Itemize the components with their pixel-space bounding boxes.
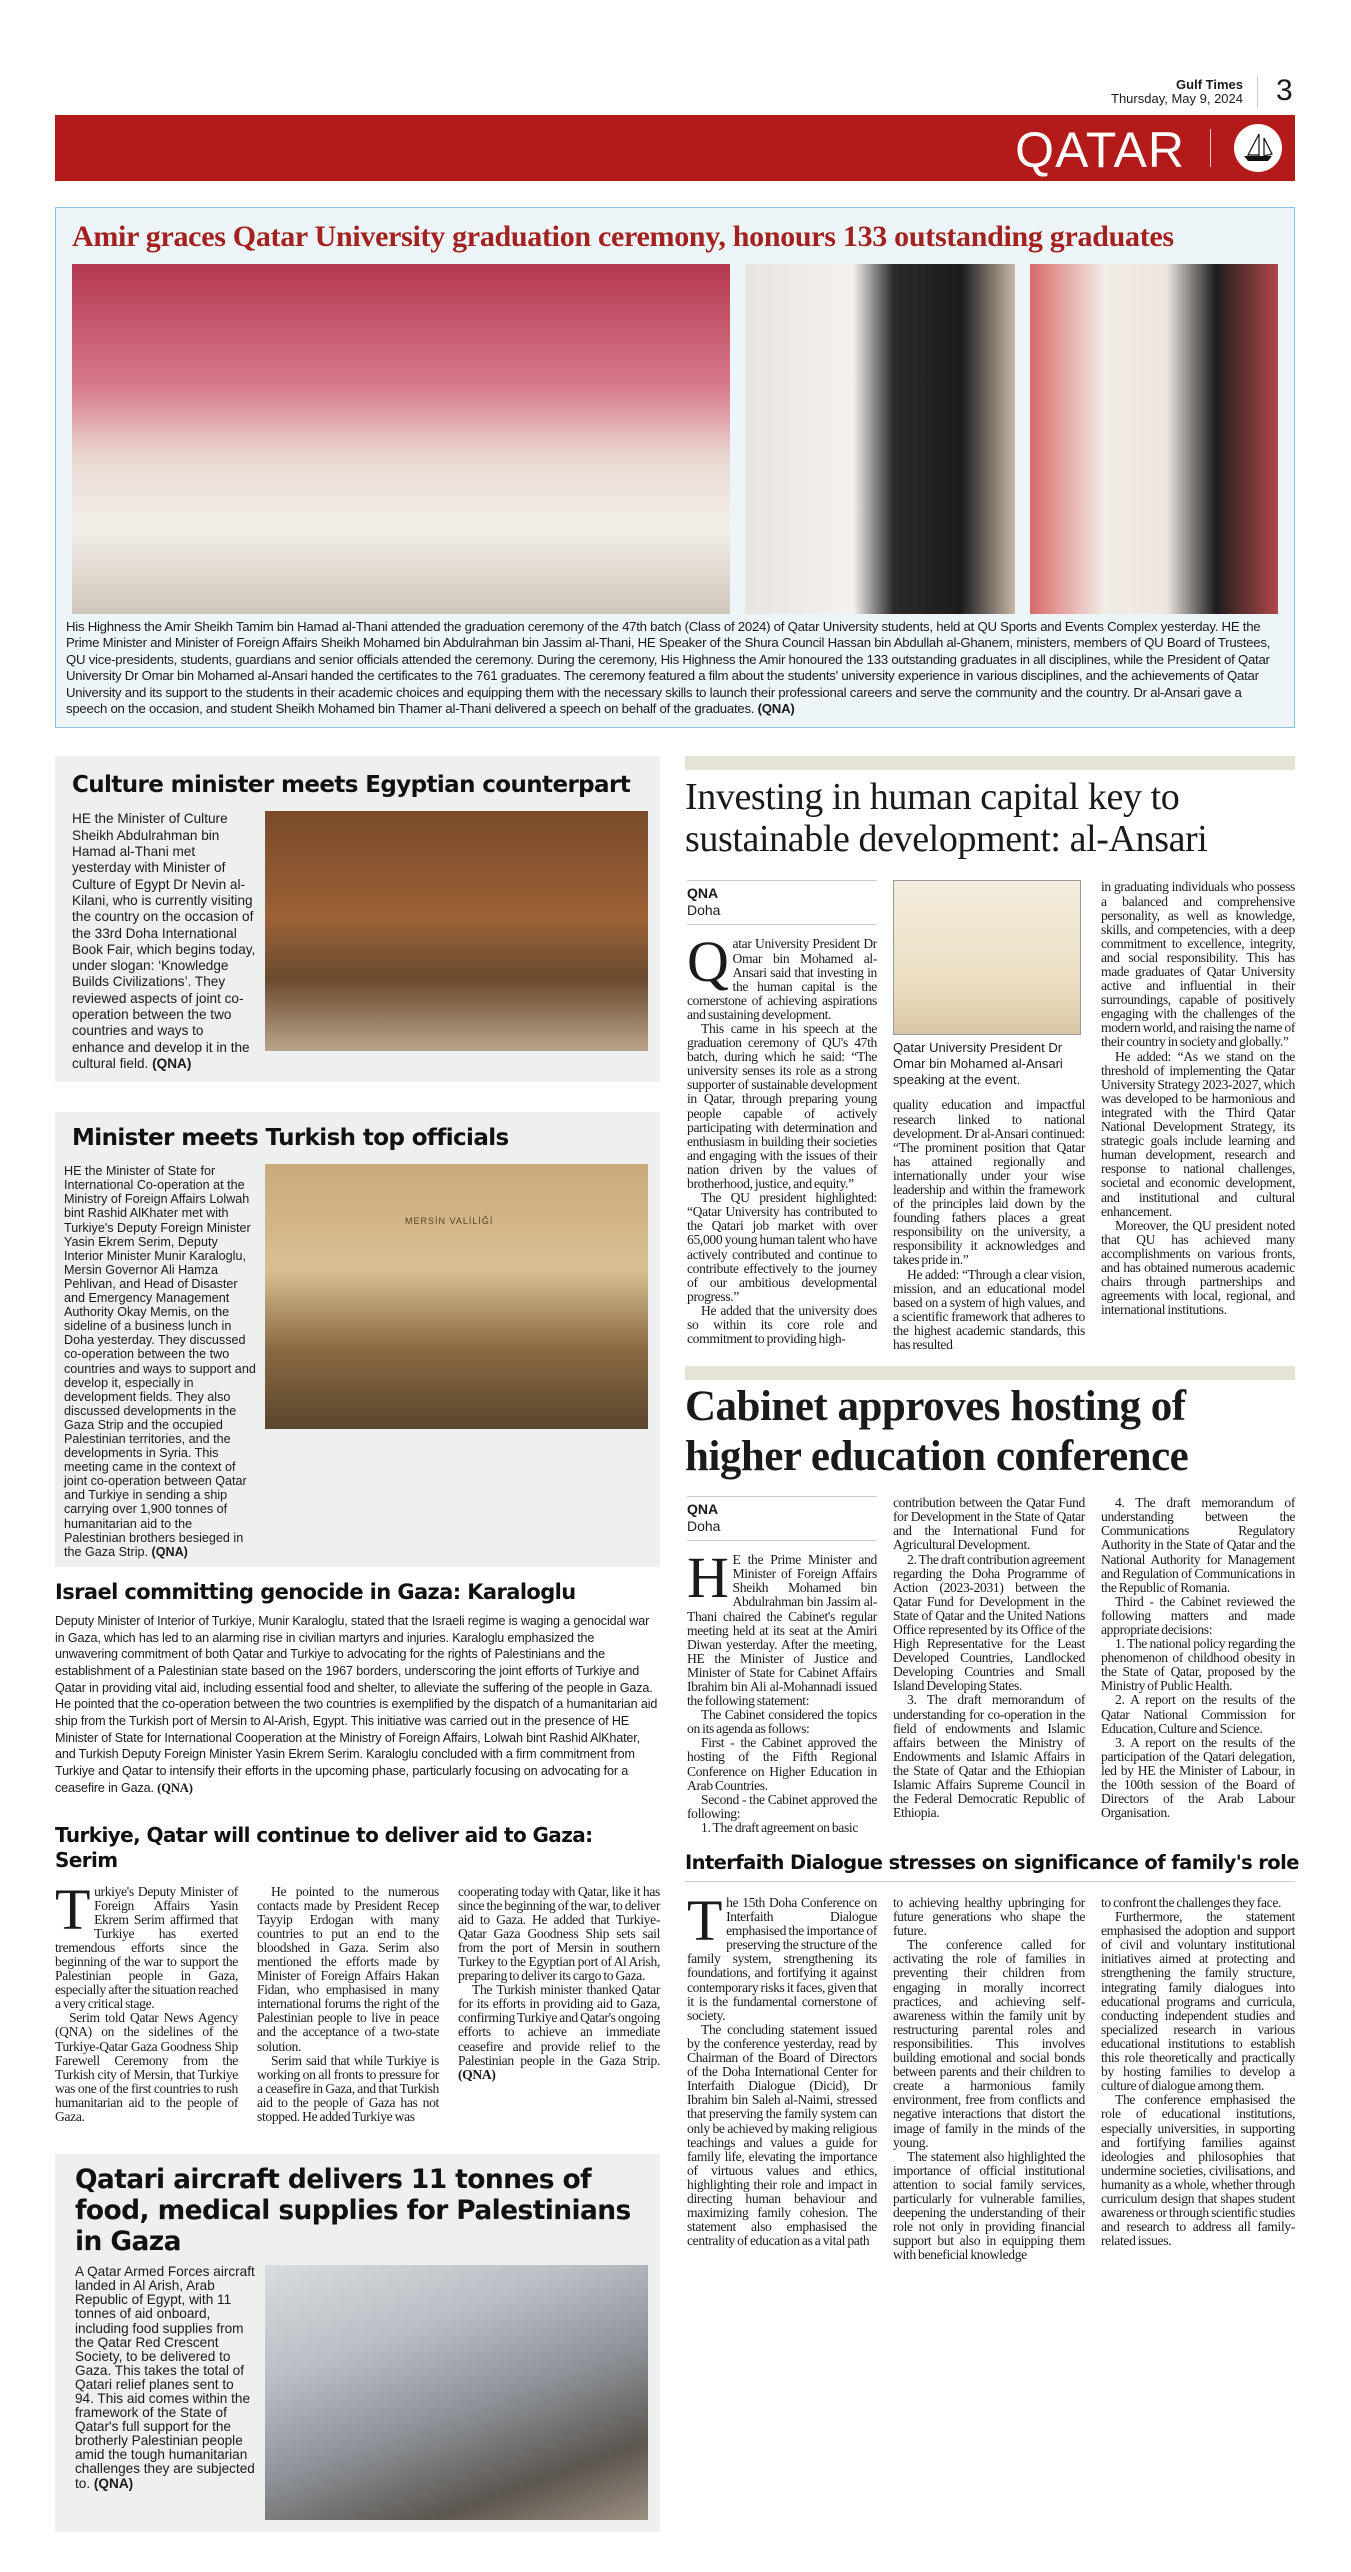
israel-headline: Israel committing genocide in Gaza: Karaloglu — [55, 1579, 576, 1604]
turkish-officials-story — [55, 1112, 660, 1567]
paper-name: Gulf Times — [1176, 77, 1243, 92]
interfaith-column-1 — [687, 1888, 877, 2249]
paragraph: The conference called for activating the role of families in preventing their children from engaging in morally incorrect practices, and achieving self-awareness within the family unit by restructuring parental roles and responsibilities. This involves building emotional and social bonds between parents and their children to create a harmonious family environment, free from conflicts and negative interactions that distort the image of family in the minds of the young. — [893, 1937, 1085, 2150]
paragraph: in graduating individuals who possess a balanced and comprehensive personality, as well as knowledge, skills, and competencies, with a deep commitment to excellence, integrity, and social responsibility. This has made graduates of Qatar University active and influential in their surroundings, capable of positively engaging with the challenges of the modern world, and raising the name of their country in society and globally.” — [1101, 879, 1295, 1050]
paragraph: Furthermore, the statement emphasised the adoption and support of civil and voluntary institutional initiatives aimed at protecting and strengthening the family structure, integrating family dialogues into educational programs and curricula, conducting independent studies and specialized research in various educational institutions to establish this role theoretically and practically by hosting families to develop a culture of dialogue among them. — [1101, 1909, 1295, 2094]
paragraph: The statement also highlighted the importance of official institutional attention to social family services, particularly for vulnerable families, deepening the understanding of their role not only in providing financial support but also in equipping them with beneficial knowledge — [893, 2148, 1085, 2263]
paragraph: 1. The national policy regarding the phenomenon of childhood obesity in the State of Qatar, proposed by the Ministry of Public Health. — [1101, 1636, 1295, 1694]
paragraph: The 15th Doha Conference on Interfaith Dialogue emphasised the importance of preserving the structure of the family system, strengthening its foundations, and fortifying it against contemporary risks it faces, given that it is the fundamental cornerstone of society. — [687, 1888, 877, 2023]
paragraph: 2. The draft contribution agreement regarding the Doha Programme of Action (2023-2031) between the Qatar Fund for Development in the State of Qatar and the United Nations Office represented by its Office of the High Representative for the Least Developed Countries, Landlocked Developing Countries and Small Island Developing States. — [893, 1551, 1085, 1694]
body-text: Deputy Minister of Interior of Turkiye, Munir Karaloglu, stated that the Israeli regime is waging a genocidal war in Gaza, which has led to an alarming rise in civilian martyrs and injuries. Karaloglu emphasized the unwavering commitment of both Qatar and Turkiye to advocating for the rights of Palestinians and the establishment of a Palestinian state based on the 1967 borders, underscoring the joint efforts of Turkiye and Qatar in providing vital aid, including essential food and shelter, to alleviate the suffering of the people in Gaza. He pointed that the co-operation between the two countries is exemplified by the dispatch of a humanitarian aid ship from the Turkish port of Mersin to Al-Arish, Egypt. This initiative was carried out in the presence of HE Minister of State for International Cooperation at the Ministry of Foreign Affairs, Lolwah bint Rashid AlKhater, and Turkish Deputy Foreign Minister Yasin Ekrem Serim. Karaloglu concluded with a firm commitment from Turkiye and Qatar to intensify their efforts in the upcoming phase, particularly focusing on advocating for a ceasefire in Gaza. — [55, 1613, 658, 1795]
left-column — [55, 756, 660, 2532]
paragraph: He added: “Through a clear vision, mission, and an educational model based on a system of high values, and a scientific framework that adheres to the highest academic standards, this has resulted — [893, 1266, 1085, 1353]
ansari-photo-caption: Qatar University President Dr Omar bin Mohamed al-Ansari speaking at the event. — [893, 1040, 1063, 1088]
section-rule — [685, 1366, 1295, 1380]
paragraph: The Cabinet considered the topics on its agenda as follows: — [687, 1707, 877, 1737]
caption-text: His Highness the Amir Sheikh Tamim bin Hamad al-Thani attended the graduation ceremony of the 47th batch (Class of 2024) of Qatar University students, held at QU Sports and Events Complex yesterday. HE the Prime Minister and Minister of Foreign Affairs Sheikh Mohamed bin Abdulrahman bin Jassim al-Thani, HE Speaker of the Shura Council Hassan bin Abdullah al-Ghanem, ministers, members of QU Board of Trustees, QU vice-presidents, students, guardians and senior officials attended the ceremony. During the ceremony, His Highness the Amir honoured the 133 outstanding graduates in all disciplines, while the President of Qatar University Dr Omar bin Mohamed al-Ansari handed the certificates to the 761 graduates. The ceremony featured a film about the students' university experience in various disciplines, and the achievements of Qatar University and its support to the students in their academic choices and equipping them with the necessary skills to launch their professional careers and serve the community and the country. Dr al-Ansari gave a speech on the occasion, and student Sheikh Mohamed bin Thamer al-Thani delivered a speech on behalf of the graduates. — [66, 619, 1271, 717]
paragraph: The conference emphasised the role of educational institutions, especially universities, in supporting and fortifying families against ideologies and philosophies that undermine societies, civilisations, and humanity as a whole, whether through curriculum design that shapes student awareness or through scientific studies and research to address all family-related issues. — [1101, 2092, 1295, 2249]
paragraph: 3. A report on the results of the participation of the Qatari delegation, led by HE the Minister of Labour, in the 100th session of the Board of Directors of the Arab Labour Organisation. — [1101, 1734, 1295, 1821]
paragraph: Third - the Cabinet reviewed the following matters and made appropriate decisions: — [1101, 1593, 1295, 1637]
body-text: HE the Minister of State for International Co-operation at the Ministry of Foreign Affairs Lolwah bint Rashid AlKhater met with Turkiye's Deputy Foreign Minister Yasin Ekrem Serim, Deputy Interior Minister Munir Karaloglu, Mersin Governor Ali Hamza Pehlivan, and Head of Disaster and Emergency Management Authority Okay Memis, on the sideline of a business lunch in Doha yesterday. They discussed co-operation between the two countries and ways to support and develop it, especially in development fields. They also discussed developments in the Gaza Strip and the occupied Palestinian territories, and the developments in Syria. This meeting came in the context of joint co-operation between Qatar and Turkiye in sending a ship carrying over 1,900 tonnes of humanitarian aid to the Palestinian brothers besieged in the Gaza Strip. — [64, 1164, 256, 1559]
serim-column-2 — [257, 1885, 439, 2125]
turkish-headline: Minister meets Turkish top officials — [72, 1125, 509, 1152]
source-credit: (QNA) — [757, 701, 795, 717]
serim-column-3 — [458, 1885, 660, 2082]
paragraph: The concluding statement issued by the conference yesterday, read by Chairman of the Board of Directors of the Doha International Center for Interfaith Dialogue (Dicid), Dr Ibrahim bin Saleh al-Naimi, stressed that preserving the family system can only be achieved by making religious teachings and values a guide for family life, elevating the importance of virtuous values and ethics, highlighting their role and impact in directing human behaviour and maximizing family cohesion. The statement also emphasised the centrality of education as a vital path — [687, 2021, 877, 2249]
paragraph: He added that the university does so within its core role and commitment to providing high- — [687, 1302, 877, 1347]
masthead — [0, 0, 1351, 207]
paragraph: First - the Cabinet approved the hosting of the Fifth Regional Conference on Higher Education in Arab Countries. — [687, 1735, 877, 1793]
culture-text — [72, 811, 257, 1072]
source-credit: (QNA) — [93, 2475, 134, 2491]
culture-meeting-photo — [265, 811, 648, 1051]
ansari-byline — [687, 880, 877, 925]
byline-agency: QNA — [687, 1501, 719, 1518]
cabinet-column-1 — [687, 1496, 877, 1835]
paragraph: Serim said that while Turkiye is working on all fronts to pressure for a ceasefire in Gaza, and that Turkish aid to the people of Gaza has not stopped. He added Turkiye was — [257, 2052, 439, 2125]
photo-sign: MERSİN VALİLİĞİ — [405, 1216, 494, 1227]
body-text: A Qatar Armed Forces aircraft landed in Al Arish, Arab Republic of Egypt, with 11 tonnes of aid onboard, including food supplies from the Qatar Red Crescent Society, to be delivered to Gaza. This takes the total of Qatari relief planes sent to 94. This aid comes within the framework of the State of Qatar's full support for the brotherly Palestinian people amid the tough humanitarian challenges they are subjected to. — [75, 2264, 255, 2491]
page-columns — [55, 756, 1299, 2572]
serim-headline: Turkiye, Qatar will continue to deliver aid to Gaza: Serim — [55, 1822, 593, 1872]
source-credit: (QNA) — [151, 1544, 188, 1559]
byline-agency: QNA — [687, 885, 719, 902]
divider — [1210, 129, 1211, 167]
dateline — [1111, 78, 1243, 106]
paragraph: Moreover, the QU president noted that QU has achieved many accomplishments on various fronts, and has obtained numerous academic chairs through partnerships and agreements with local, regional, and international institutions. — [1101, 1217, 1295, 1318]
paragraph: 4. The draft memorandum of understanding between the Communications Regulatory Authority in the State of Qatar and the National Authority for Management and Regulation of Communications in the Republic of Romania. — [1101, 1495, 1295, 1595]
page-number: 3 — [1276, 74, 1293, 107]
paragraph: cooperating today with Qatar, like it has since the beginning of the war, to deliver aid to Gaza. He added that Turkiye-Qatar Gaza Goodness Ship sets sail from the port of Mersin in southern Turkey to the Egyptian port of Al Arish, preparing to deliver its cargo to Gaza. — [458, 1883, 660, 1984]
israel-text — [55, 1613, 660, 1797]
paragraph: Qatar University President Dr Omar bin Mohamed al-Ansari said that investing in the human capital is the cornerstone of achieving aspirations and sustaining development. — [687, 929, 877, 1022]
cabinet-column-3 — [1101, 1496, 1295, 1820]
amir-handshake-photo — [1030, 264, 1278, 614]
paragraph: quality education and impactful research linked to national development. Dr al-Ansari continued: “The prominent position that Qatar has attained regionally and internationally under your wise leadership and within the framework of the principles laid down by the founding fathers places a great responsibility on the university, a responsibility it acknowledges and takes pride in.” — [893, 1097, 1085, 1268]
paragraph: 3. The draft memorandum of understanding for co-operation in the field of endowments and Islamic affairs between the Ministry of Endowments and Islamic Affairs in the State of Qatar and the Ethiopian Islamic Affairs Supreme Council in the Federal Democratic Republic of Ethiopia. — [893, 1692, 1085, 1821]
culture-story — [55, 756, 660, 1082]
paragraph: 1. The draft agreement on basic — [701, 1819, 859, 1835]
turkish-meeting-photo — [265, 1164, 648, 1429]
paragraph: This came in his speech at the graduation ceremony of QU's 47th batch, during which he said: “The university senses its role as a strong supporter of sustainable development in Qatar, through preparing young people capable of actively participating with determination and enthusiasm in building their societies and engaging with the issues of their nation driven by the values of brotherhood, justice, and equity.” — [687, 1021, 877, 1192]
ansari-headline: Investing in human capital key to sustainable development: al-Ansari — [685, 776, 1208, 861]
lead-headline: Amir graces Qatar University graduation ceremony, honours 133 outstanding graduates — [72, 220, 1174, 253]
aircraft-photo — [265, 2265, 648, 2520]
cabinet-byline — [687, 1496, 877, 1541]
paragraph: He pointed to the numerous contacts made by President Recep Tayyip Erdogan with many countries to put an end to the bloodshed in Gaza. Serim also mentioned the efforts made by Minister of Foreign Affairs Hakan Fidan, who emphasised in many international forums the right of the Palestinian people to live in peace and the acceptance of a two-state solution. — [257, 1883, 439, 2054]
ansari-column-1 — [687, 880, 877, 1346]
paragraph: Second - the Cabinet approved the following: — [687, 1791, 877, 1821]
section-rule — [685, 756, 1295, 770]
cabinet-column-2 — [893, 1496, 1085, 1820]
byline-place: Doha — [687, 902, 721, 919]
paragraph: The QU president highlighted: “Qatar University has contributed to the Qatari job market with over 65,000 young human talent who have actively contributed and continue to contribute effectively to the journey of our ambitious developmental progress.” — [687, 1190, 877, 1304]
paragraph: HE the Prime Minister and Minister of Foreign Affairs Sheikh Mohamed bin Abdulrahman bin Jassim al-Thani chaired the Cabinet's regular meeting held at its seat at the Amiri Diwan yesterday. After the meeting, HE the Minister of Justice and Minister of State for Cabinet Affairs Ibrahim bin Ali al-Mohannadi issued the following statement: — [687, 1545, 877, 1709]
graduation-crowd-photo — [72, 264, 730, 614]
ansari-column-3 — [1101, 880, 1295, 1317]
interfaith-column-3 — [1101, 1896, 1295, 2248]
source-credit: (QNA) — [458, 2066, 496, 2082]
interfaith-column-2 — [893, 1896, 1085, 2262]
body-text: HE the Minister of Culture Sheikh Abdulrahman bin Hamad al-Thani met yesterday with Minister of Culture of Egypt Dr Nevin al-Kilani, who is currently visiting the country on the occasion of the 33rd Doha International Book Fair, which begins today, under slogan: ‘Knowledge Builds Civilizations’. They reviewed aspects of joint co-operation between the two countries and ways to enhance and develop it in the cultural field. — [72, 811, 256, 1071]
interfaith-headline: Interfaith Dialogue stresses on significance of family's role — [685, 1851, 1299, 1874]
turkish-text — [64, 1164, 257, 1559]
paragraph: Turkiye's Deputy Minister of Foreign Affairs Yasin Ekrem Serim affirmed that Turkiye has exerted tremendous efforts since the beginning of the war to support the Palestinian people in Gaza, especially after the situation reached a very critical stage. — [55, 1876, 238, 2012]
source-credit: (QNA) — [157, 1780, 193, 1795]
paragraph: He added: “As we stand on the threshold of implementing the Qatar University Strategy 2023-2027, which was developed to be harmonious and integrated with the Third Qatar National Development Strategy, its strategic goals include learning and human development, research and response to national challenges, societal and economic development, and institutional and cultural enhancement. — [1101, 1048, 1295, 1219]
section-title: QATAR — [1015, 122, 1185, 178]
divider — [1257, 76, 1258, 108]
paragraph: contribution between the Qatar Fund for Development in the State of Qatar and the International Fund for Agricultural Development. — [893, 1495, 1085, 1553]
paragraph: to achieving healthy upbringing for future generations who shape the future. — [893, 1895, 1085, 1939]
dhow-boat-icon — [1234, 124, 1282, 172]
divider — [685, 1881, 1295, 1882]
right-column — [685, 756, 1299, 2532]
ansari-column-2 — [893, 880, 1085, 1352]
lead-caption — [66, 619, 1281, 717]
aircraft-text — [75, 2265, 255, 2491]
cabinet-headline: Cabinet approves hosting of higher education conference — [685, 1383, 1189, 1481]
paragraph: Serim told Qatar News Agency (QNA) on the sidelines of the Turkiye-Qatar Gaza Goodness Ship Farewell Ceremony from the Turkish city of Mersin, that Turkiye was one of the first countries to rush humanitarian aid to the people of Gaza. — [55, 2010, 238, 2125]
aircraft-headline: Qatari aircraft delivers 11 tonnes of food, medical supplies for Palestinians in Gaza — [75, 2164, 631, 2258]
section-band — [55, 115, 1295, 181]
issue-date: Thursday, May 9, 2024 — [1111, 91, 1243, 106]
paragraph: The Turkish minister thanked Qatar for its efforts in providing aid to Gaza, confirming Turkiye and Qatar's ongoing efforts to achieve an immediate ceasefire and provide relief to the Palestinian people in the Gaza Strip. — [458, 1982, 660, 2068]
source-credit: (QNA) — [152, 1055, 192, 1071]
byline-place: Doha — [687, 1518, 721, 1535]
lead-story — [55, 207, 1295, 728]
aircraft-story — [55, 2154, 660, 2532]
culture-headline: Culture minister meets Egyptian counterpart — [72, 772, 631, 799]
serim-column-1 — [55, 1876, 238, 2125]
ansari-speaking-photo — [893, 880, 1081, 1035]
paragraph: 2. A report on the results of the Qatar National Commission for Education, Culture and Science. — [1101, 1692, 1295, 1736]
amir-certificate-photo — [745, 264, 1015, 614]
paragraph: to confront the challenges they face. — [1101, 1895, 1282, 1910]
